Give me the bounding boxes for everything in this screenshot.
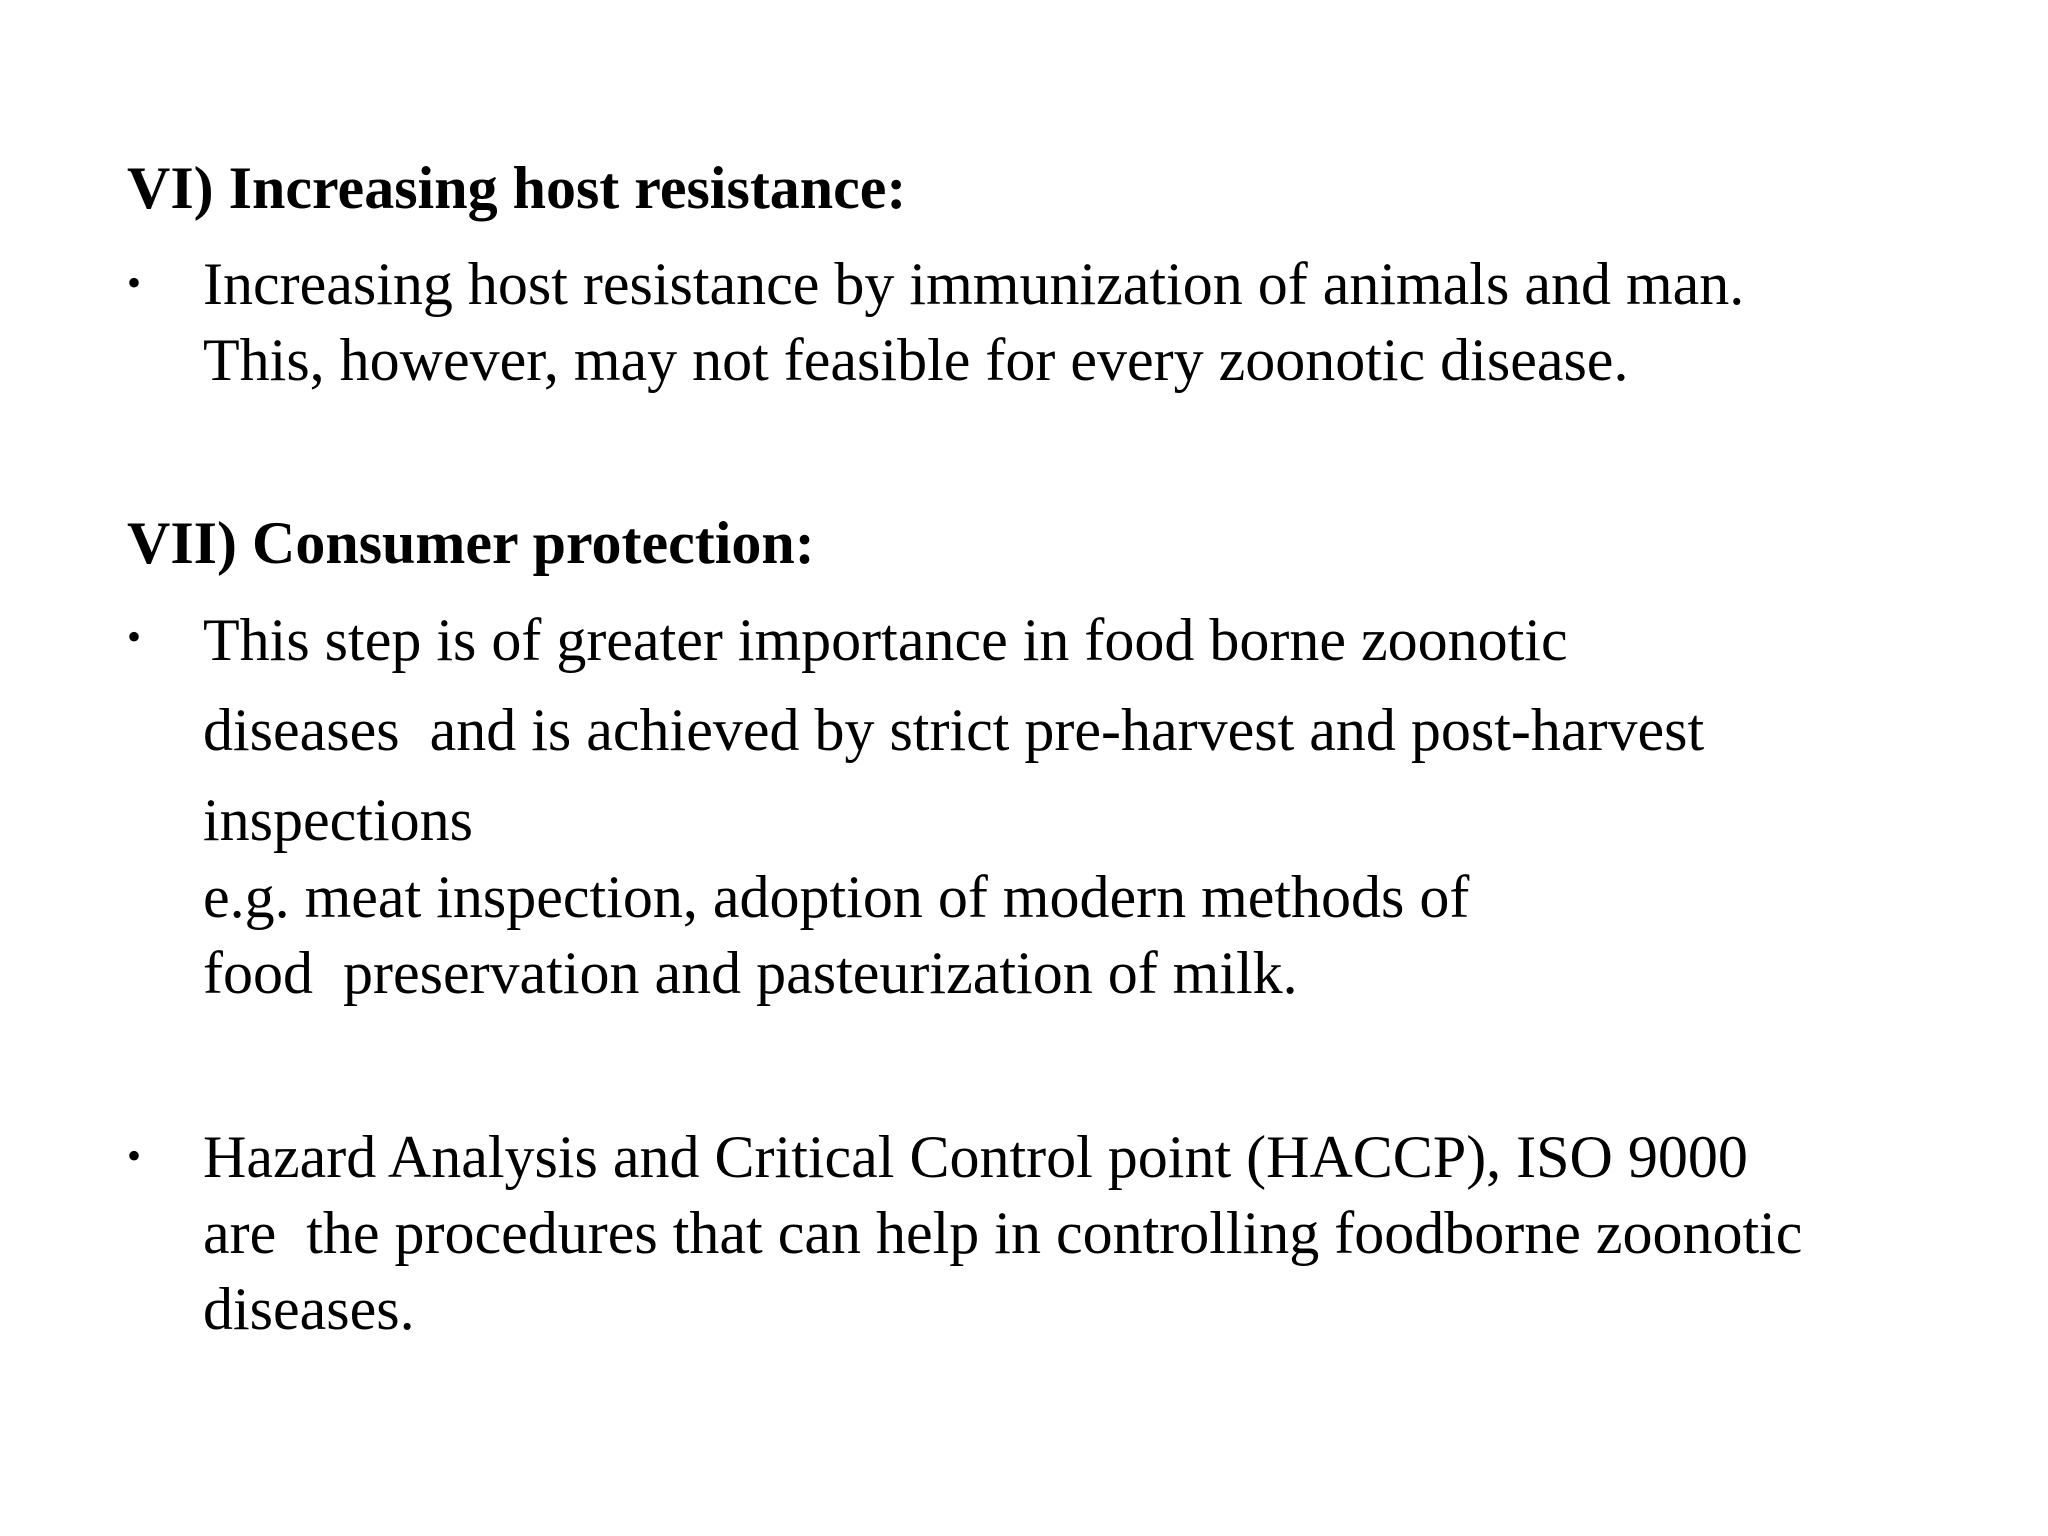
text-line: This step is of greater importance in food borne zoonotic	[203, 607, 1568, 673]
bullet-marker: •	[127, 614, 142, 659]
text-line: diseases and is achieved by strict pre-harvest and post-harvest	[203, 697, 1705, 763]
text-line: diseases.	[203, 1276, 415, 1342]
text-line: Increasing host resistance by immunization of animals and man.	[203, 251, 1745, 317]
text-line: are the procedures that can help in controlling foodborne zoonotic	[203, 1200, 1803, 1266]
bullet-text-examples	[203, 859, 1469, 1011]
text-line: Hazard Analysis and Critical Control point (HACCP), ISO 9000	[203, 1124, 1748, 1190]
heading-consumer-protection: VII) Consumer protection:	[127, 510, 815, 576]
bullet-text-food-borne	[203, 595, 1704, 865]
bullet-marker: •	[127, 260, 142, 305]
text-line: inspections	[203, 787, 473, 853]
bullet-marker: •	[127, 1133, 142, 1178]
text-line: This, however, may not feasible for every zoonotic disease.	[203, 327, 1629, 393]
text-line: e.g. meat inspection, adoption of modern methods of	[203, 864, 1470, 930]
text-line: food preservation and pasteurization of milk.	[203, 940, 1298, 1006]
heading-increasing-host-resistance: VI) Increasing host resistance:	[127, 155, 907, 221]
bullet-text-host-resistance	[203, 246, 1744, 398]
bullet-text-haccp	[203, 1119, 1802, 1347]
